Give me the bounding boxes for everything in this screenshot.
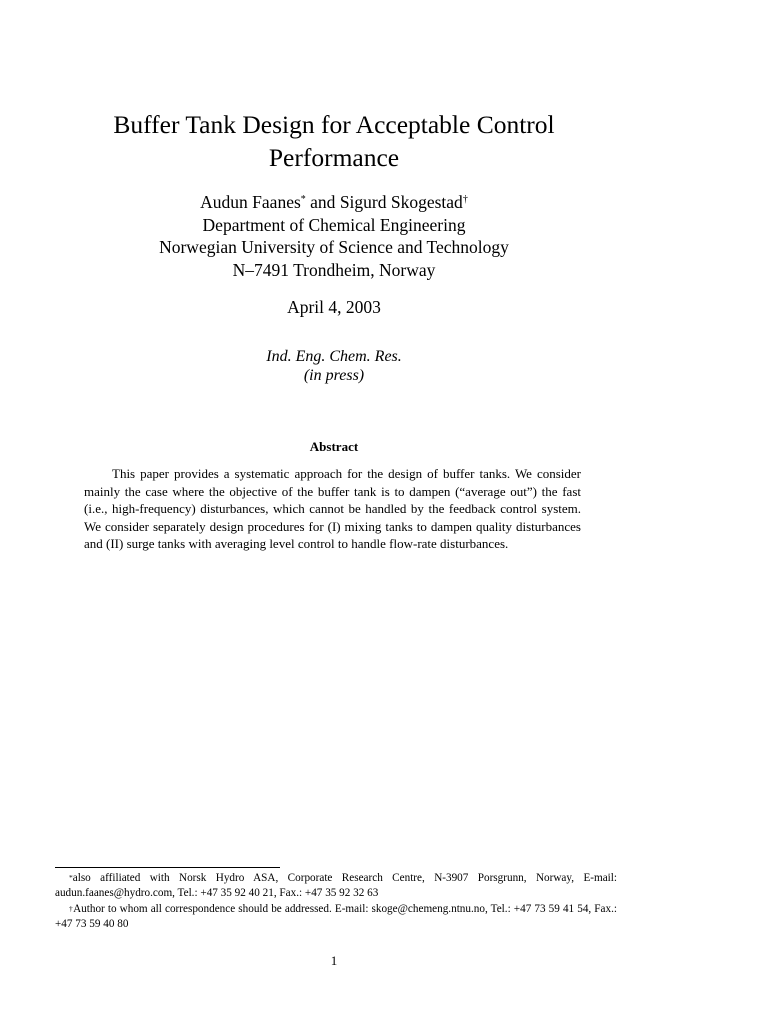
- footnote-divider: [55, 867, 280, 868]
- footnote-1-text: also affiliated with Norsk Hydro ASA, Corporate Research Centre, N-3907 Porsgrunn, Norway, E-mail: audun.faanes@hydro.com, Tel.: +47 35 92 40 21, Fax.: +47 35 92 32 63: [55, 872, 617, 900]
- footnote-2-text: Author to whom all correspondence should be addressed. E-mail: skoge@chemeng.ntnu.no, Tel.: +47 73 59 41 54, Fax.: +47 73 59 40 80: [55, 902, 617, 930]
- paper-date: April 4, 2003: [287, 297, 381, 317]
- author-conjunction: and: [305, 192, 340, 212]
- author-name-2: Sigurd Skogestad: [339, 192, 463, 212]
- paper-title: [84, 108, 584, 174]
- journal-info: [84, 347, 584, 385]
- author-1-footnote-mark: *: [300, 194, 306, 205]
- footnotes: [55, 871, 617, 932]
- author-line: [84, 191, 584, 214]
- author-block: [84, 191, 584, 281]
- author-name-1: Audun Faanes: [200, 192, 301, 212]
- footnote-2-mark: †: [69, 903, 74, 913]
- abstract-heading: Abstract: [309, 439, 359, 454]
- title-line-1: Buffer Tank Design for Acceptable Control: [113, 110, 555, 139]
- affiliation-university: Norwegian University of Science and Technology: [159, 237, 509, 257]
- title-line-2: Performance: [268, 143, 400, 172]
- footnote-1: [55, 871, 617, 902]
- page-number: 1: [330, 953, 338, 968]
- abstract-text: This paper provides a systematic approach for the design of buffer tanks. We consider mainly the case where the objective of the buffer tank is to dampen (“average out”) the fast (i.e., high-frequency) disturbances, which cannot be handled by the feedback control system. We consider separately design procedures for (I) mixing tanks to dampen quality disturbances and (II) surge tanks with averaging level control to handle flow-rate disturbances.: [84, 466, 581, 552]
- journal-status: (in press): [303, 367, 365, 384]
- footnote-1-mark: *: [69, 873, 73, 882]
- footnote-2: [55, 902, 617, 933]
- affiliation-department: Department of Chemical Engineering: [202, 214, 466, 235]
- journal-name: Ind. Eng. Chem. Res.: [266, 348, 402, 365]
- affiliation-address: N–7491 Trondheim, Norway: [232, 259, 436, 280]
- author-2-footnote-mark: †: [462, 194, 468, 205]
